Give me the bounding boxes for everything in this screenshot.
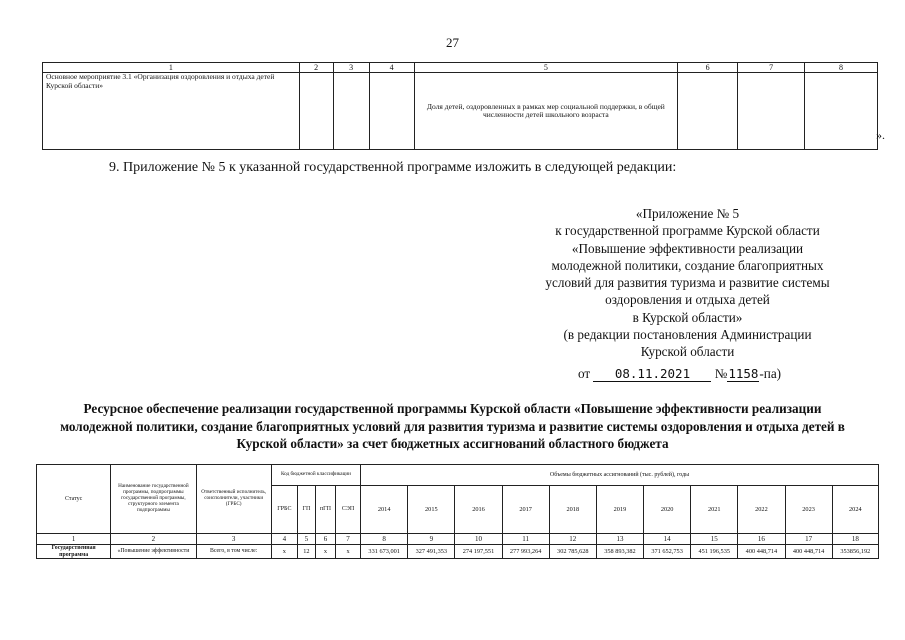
year-header: 2015 — [408, 486, 455, 534]
column-number: 13 — [596, 534, 643, 545]
page-number: 27 — [446, 35, 459, 50]
top-table-header-cell: 6 — [678, 63, 738, 73]
empty-cell — [805, 73, 878, 150]
year-header: 2021 — [691, 486, 738, 534]
column-number: 12 — [549, 534, 596, 545]
year-header: 2018 — [549, 486, 596, 534]
column-number: 15 — [691, 534, 738, 545]
column-number: 3 — [196, 534, 271, 545]
column-number-row — [37, 534, 879, 545]
year-header: 2023 — [785, 486, 832, 534]
column-number: 8 — [361, 534, 408, 545]
decree-number: 1158 — [728, 366, 759, 381]
year-header: 2024 — [832, 486, 878, 534]
row-code: х — [336, 545, 361, 559]
appendix-line: оздоровления и отдыха детей — [605, 292, 770, 308]
appendix-line: условий для развития туризма и развитие системы — [545, 275, 830, 291]
row-value: 371 652,753 — [644, 545, 691, 559]
column-number: 1 — [37, 534, 111, 545]
code-col-header: СЭП — [336, 486, 361, 534]
top-table-header-cell: 4 — [369, 63, 414, 73]
row-value: 400 448,714 — [785, 545, 832, 559]
row-value: 400 448,714 — [738, 545, 785, 559]
appendix-line: «Повышение эффективности реализации — [571, 240, 804, 256]
year-header: 2017 — [502, 486, 549, 534]
header-name: Наименование государственной программы, подпрограммы государственной программы, структурного элемента подпрограммы — [111, 465, 196, 534]
year-header: 2019 — [596, 486, 643, 534]
top-table-header-cell: 2 — [299, 63, 333, 73]
row-value: 331 673,001 — [361, 545, 408, 559]
column-number: 10 — [455, 534, 502, 545]
row-code: 12 — [297, 545, 315, 559]
top-table-header-cell: 8 — [805, 63, 878, 73]
column-number: 4 — [271, 534, 297, 545]
top-table-header-cell: 1 — [43, 63, 300, 73]
appendix-line: молодежной политики, создание благоприятных — [551, 257, 824, 273]
header-responsible: Ответственный исполнитель, соисполнители, участники (ГРБС) — [196, 465, 271, 534]
resource-table — [36, 464, 879, 559]
code-col-header: ГРБС — [271, 486, 297, 534]
top-table-header-cell: 5 — [414, 63, 678, 73]
row-value: 277 993,264 — [502, 545, 549, 559]
column-number: 14 — [644, 534, 691, 545]
empty-cell — [678, 73, 738, 150]
column-number: 7 — [336, 534, 361, 545]
header-status: Статус — [37, 465, 111, 534]
row-status: Государственная программа — [37, 545, 111, 559]
top-table-header-cell: 3 — [333, 63, 369, 73]
top-table-header-cell: 7 — [738, 63, 805, 73]
column-number: 2 — [111, 534, 196, 545]
appendix-line: в Курской области» — [632, 309, 743, 325]
year-header: 2014 — [361, 486, 408, 534]
row-code: х — [315, 545, 335, 559]
year-header: 2022 — [738, 486, 785, 534]
column-number: 6 — [315, 534, 335, 545]
row-value: 353856,192 — [832, 545, 878, 559]
document-title: Ресурсное обеспечение реализации государственной программы Курской области «Повышение эффективности реализации молодежной политики, создание благоприятных условий для развития туризма и развитие системы оздоровления и отдыха детей в Курской области» за счет бюджетных ассигнований областного бюджета — [60, 401, 845, 451]
table-row — [37, 545, 879, 559]
row-code: х — [271, 545, 297, 559]
date-prefix: от — [578, 366, 591, 381]
column-number: 17 — [785, 534, 832, 545]
row-value: 358 893,382 — [596, 545, 643, 559]
appendix-line: к государственной программе Курской области — [555, 223, 820, 239]
appendix-line: (в редакции постановления Администрации — [563, 327, 812, 343]
decree-date: 08.11.2021 — [593, 366, 711, 382]
item-9-paragraph: 9. Приложение № 5 к указанной государственной программе изложить в следующей редакции: — [109, 160, 677, 175]
date-suffix: -па) — [759, 366, 782, 381]
row-value: 302 785,628 — [549, 545, 596, 559]
number-sign: № — [714, 366, 728, 381]
row-value: 451 196,535 — [691, 545, 738, 559]
appendix-line: «Приложение № 5 — [635, 206, 740, 221]
top-table-row — [43, 73, 878, 150]
year-header: 2020 — [644, 486, 691, 534]
top-table-header-row — [43, 63, 878, 73]
code-col-header: ГП — [297, 486, 315, 534]
header-volume: Объемы бюджетных ассигнований (тыс. рублей), годы — [361, 465, 879, 486]
empty-cell — [369, 73, 414, 150]
column-number: 18 — [832, 534, 878, 545]
column-number: 16 — [738, 534, 785, 545]
appendix-header — [500, 205, 875, 361]
row-value: 274 197,551 — [455, 545, 502, 559]
closing-quote: ». — [876, 128, 885, 142]
empty-cell — [333, 73, 369, 150]
row-value: 327 491,353 — [408, 545, 455, 559]
appendix-line: Курской области — [640, 344, 735, 360]
indicator-description-cell: Доля детей, оздоровленных в рамках мер социальной поддержки, в общей численности детей школьного возраста — [414, 73, 678, 150]
column-number: 9 — [408, 534, 455, 545]
table-header-row — [37, 465, 879, 486]
year-header: 2016 — [455, 486, 502, 534]
column-number: 5 — [297, 534, 315, 545]
empty-cell — [299, 73, 333, 150]
decree-date-line — [578, 366, 781, 382]
top-indicator-table — [42, 62, 878, 150]
empty-cell — [738, 73, 805, 150]
activity-name-cell: Основное мероприятие 3.1 «Организация оздоровления и отдыха детей Курской области» — [43, 73, 300, 150]
code-col-header: пГП — [315, 486, 335, 534]
row-responsible: Всего, в том числе: — [196, 545, 271, 559]
column-number: 11 — [502, 534, 549, 545]
header-budget-code: Код бюджетной классификации — [271, 465, 360, 486]
row-name: «Повышение эффективности — [111, 545, 196, 559]
